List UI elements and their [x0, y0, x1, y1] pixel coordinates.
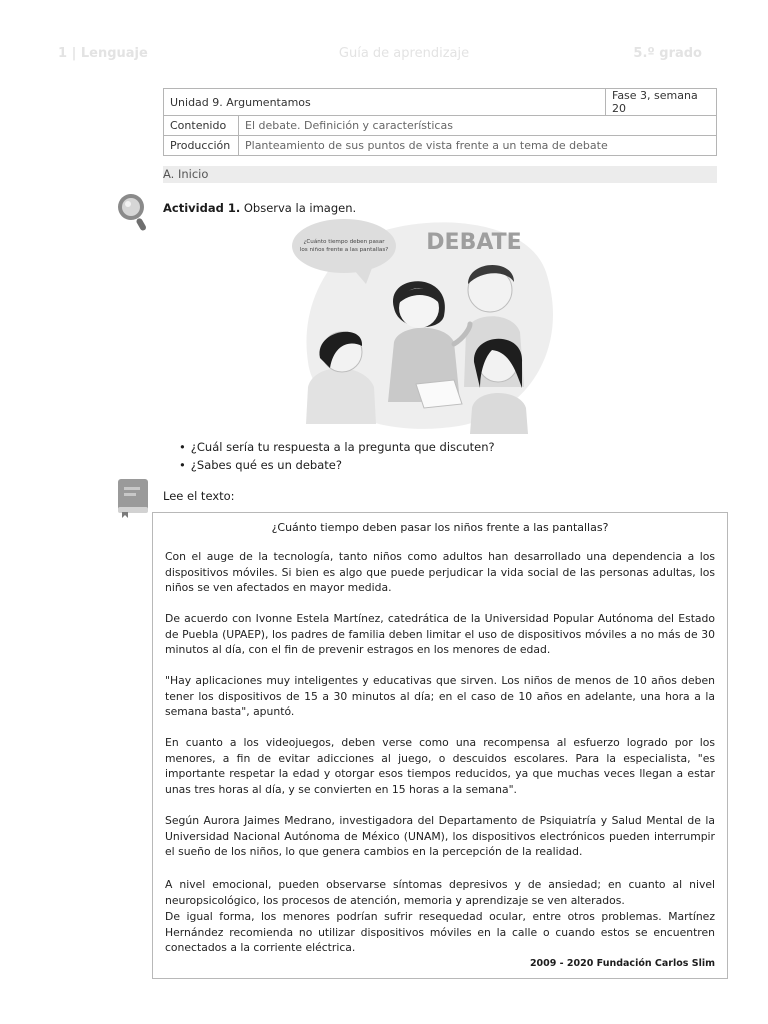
bubble-text-line2: los niños frente a las pantallas?: [299, 247, 389, 253]
article-title: ¿Cuánto tiempo deben pasar los niños frente a las pantallas?: [271, 521, 609, 534]
debate-illustration: [284, 212, 556, 434]
header-guide-title: Guía de aprendizaje: [338, 46, 470, 61]
article-paragraph: Según Aurora Jaimes Medrano, investigadora del Departamento de Psiquiatría y Salud Mental de la Universidad Nacional Autónoma de México (UNAM), los dispositivos electrónicos pueden interrumpir el sueño de los niños, lo que genera cambios en la percepción de la realidad.: [165, 814, 715, 858]
info-row-unidad: [164, 89, 717, 116]
magnifier-icon: [114, 192, 152, 232]
activity-text: Observa la imagen.: [240, 201, 357, 215]
article-paragraph: De acuerdo con Ivonne Estela Martínez, catedrática de la Universidad Popular Autónoma del Estado de Puebla (UPAEP), los padres de familia deben limitar el uso de dispositivos móviles a no más de 30 minutos al día, con el fin de prevenir estragos en los menores de edad.: [165, 612, 715, 656]
section-heading: A. Inicio: [163, 166, 717, 183]
article-paragraph: En cuanto a los videojuegos, deben verse como una recompensa al esfuerzo logrado por los menores, a fin de evitar adicciones al juego, o descuidos escolares. Para la especialista, "es importante respetar la edad y otorgar esos tiempos reducidos, ya que muchas veces llegan a estar unas tres horas al día, y se convierten en 15 horas a la semana".: [165, 736, 715, 796]
book-icon: [116, 478, 150, 518]
contenido-label: Contenido: [164, 116, 239, 136]
article-credit: 2009 - 2020 Fundación Carlos Slim: [529, 958, 715, 969]
info-row-contenido: [164, 116, 717, 136]
question-item: • ¿Sabes qué es un debate?: [163, 456, 495, 474]
page-header: [0, 46, 768, 64]
article-paragraph: De igual forma, los menores podrían sufrir resequedad ocular, entre otros problemas. Martínez Hernández recomienda no utilizar dispositivos móviles en la calle o cuando estos se encuentren conectados a la corriente eléctrica.: [165, 910, 715, 954]
info-row-produccion: [164, 136, 717, 156]
activity-label: Actividad 1.: [163, 201, 241, 215]
question-item: • ¿Cuál sería tu respuesta a la pregunta que discuten?: [163, 438, 495, 456]
article-paragraph: Con el auge de la tecnología, tanto niños como adultos han desarrollado una dependencia a los dispositivos móviles. Si bien es algo que puede perjudicar la vida social de las personas adultas, los niños se ven afectados en mayor medida.: [165, 550, 715, 594]
produccion-label: Producción: [164, 136, 239, 156]
fase-cell: Fase 3, semana 20: [606, 89, 717, 116]
article-paragraph: A nivel emocional, pueden observarse síntomas depresivos y de ansiedad; en cuanto al nivel neuropsicológico, los procesos de atención, memoria y aprendizaje se ven alterados.: [165, 878, 715, 907]
bubble-text-line1: ¿Cuánto tiempo deben pasar: [303, 239, 385, 245]
info-table: [163, 88, 717, 156]
article-box: [152, 512, 728, 979]
header-grade: 5.º grado: [633, 46, 702, 61]
unidad-cell: Unidad 9. Argumentamos: [164, 89, 606, 116]
debate-word: DEBATE: [426, 230, 522, 255]
question-list: [163, 438, 495, 474]
contenido-value: El debate. Definición y características: [239, 116, 717, 136]
article-paragraph: "Hay aplicaciones muy inteligentes y educativas que sirven. Los niños de menos de 10 años deben tener los dispositivos de 15 a 30 minutos al día; en el caso de 10 años en adelante, una hora a la semana basta", apuntó.: [165, 674, 715, 718]
produccion-value: Planteamiento de sus puntos de vista frente a un tema de debate: [239, 136, 717, 156]
header-subject: 1 | Lenguaje: [58, 46, 148, 61]
read-instruction: Lee el texto:: [163, 489, 235, 503]
